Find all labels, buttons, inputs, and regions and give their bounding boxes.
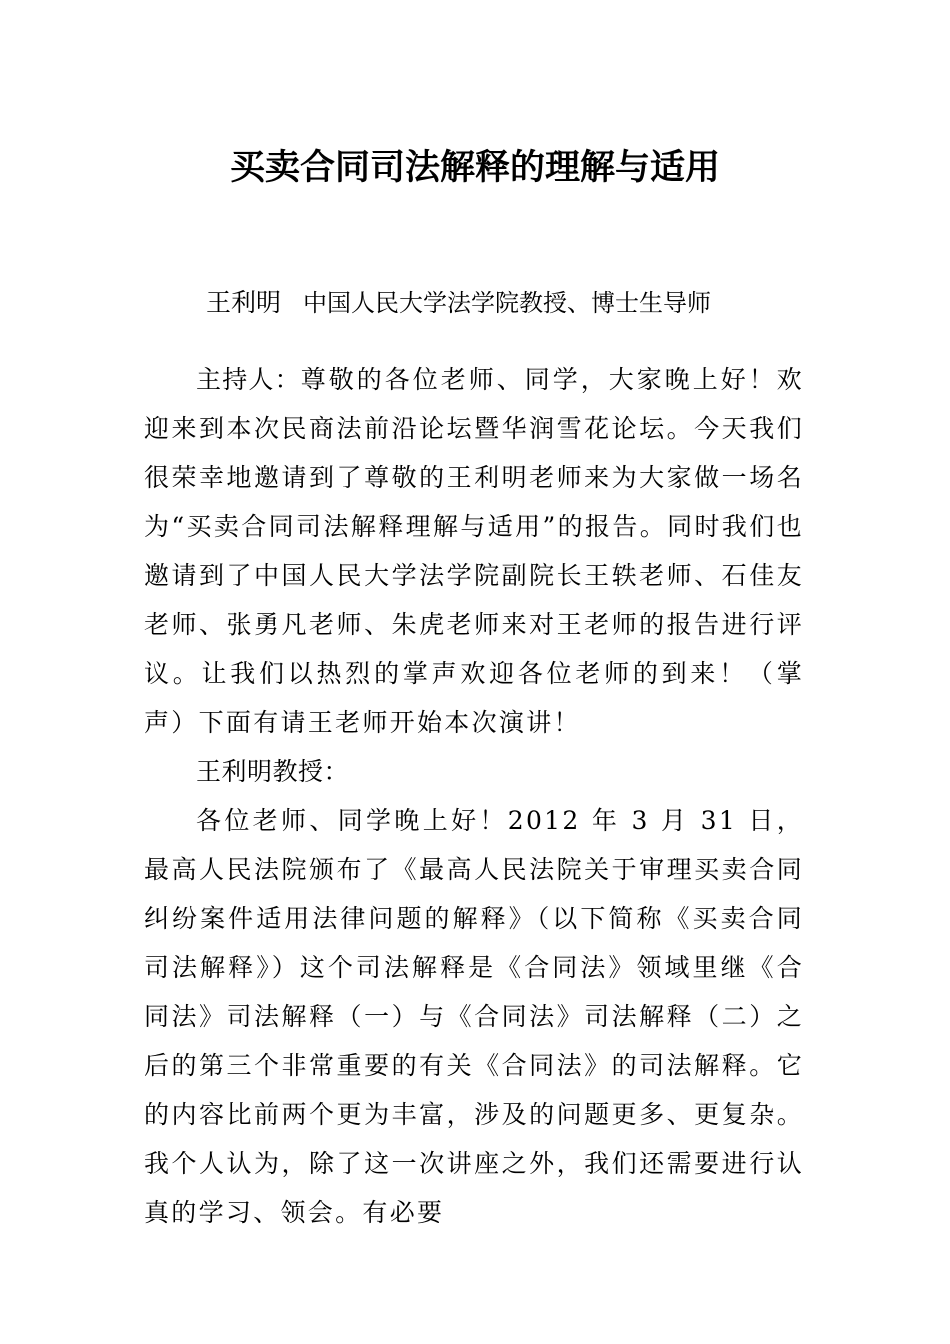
document-body (144, 355, 804, 1237)
author-affiliation: 中国人民大学法学院教授、博士生导师 (303, 289, 712, 317)
paragraph-host-intro (144, 355, 804, 747)
author-line (206, 283, 711, 323)
speaker-label-professor: 王利明教授： (196, 757, 350, 786)
paragraph-text: 各位老师、同学晚上好！2012 年 3 月 31 日，最高人民法院颁布了《最高人民法院关于审理买卖合同纠纷案件适用法律问题的解释》（以下简称《买卖合同司法解释》）这个司法解释是《合同法》领域里继《合同法》司法解释（一）与《合同法》司法解释（二）之后的第三个非常重要的有关《合同法》的司法解释。它的内容比前两个更为丰富，涉及的问题更多、更复杂。我个人认为，除了这一次讲座之外，我们还需要进行认真的学习、领会。有必要 (144, 806, 804, 1227)
author-name: 王利明 (206, 288, 282, 317)
paragraph-speaker-heading (144, 747, 804, 796)
document-title: 买卖合同司法解释的理解与适用 (229, 148, 720, 188)
paragraph-lecture-opening (144, 796, 804, 1237)
speaker-label-host: 主持人： (196, 365, 301, 394)
paragraph-text: 尊敬的各位老师、同学，大家晚上好！欢迎来到本次民商法前沿论坛暨华润雪花论坛。今天我们很荣幸地邀请到了尊敬的王利明老师来为大家做一场名为“买卖合同司法解释理解与适用”的报告。同时我们也邀请到了中国人民大学法学院副院长王轶老师、石佳友老师、张勇凡老师、朱虎老师来对王老师的报告进行评议。让我们以热烈的掌声欢迎各位老师的到来！（掌声）下面有请王老师开始本次演讲！ (144, 365, 804, 737)
